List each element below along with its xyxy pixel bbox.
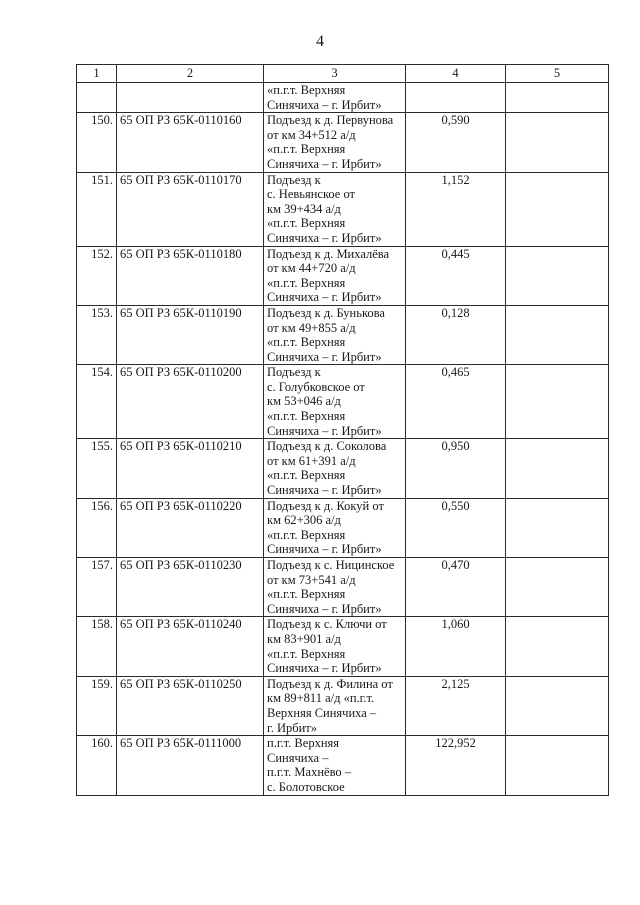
name-line: Подъезд к д. Первунова xyxy=(267,113,394,128)
cell-num: 156. xyxy=(77,498,117,557)
name-line: от км 61+391 а/д xyxy=(267,453,356,468)
cell-code: 65 ОП РЗ 65К-0110210 xyxy=(117,439,264,498)
name-line: Синячиха – г. Ирбит» xyxy=(267,230,382,245)
cell-code xyxy=(117,83,264,113)
cell-note xyxy=(506,83,609,113)
name-line: Подъезд к д. Филина от xyxy=(267,676,393,691)
cell-name xyxy=(264,83,406,113)
column-header-3: 3 xyxy=(264,65,406,83)
name-line: км 53+046 а/д xyxy=(267,394,341,409)
name-line: Подъезд к xyxy=(267,365,321,380)
name-line: Подъезд к xyxy=(267,172,321,187)
cell-length: 0,445 xyxy=(406,246,506,305)
table-row xyxy=(77,558,609,617)
name-line: «п.г.т. Верхняя xyxy=(267,468,346,483)
table-row xyxy=(77,676,609,735)
cell-note xyxy=(506,498,609,557)
name-line: от км 49+855 а/д xyxy=(267,320,356,335)
name-line: Верхняя Синячиха – xyxy=(267,705,377,720)
name-line: км 83+901 а/д xyxy=(267,631,341,646)
cell-length: 1,060 xyxy=(406,617,506,676)
name-line: км 39+434 а/д xyxy=(267,201,341,216)
table-row xyxy=(77,439,609,498)
roads-registry-table xyxy=(76,64,609,796)
name-line: Синячиха – г. Ирбит» xyxy=(267,661,382,676)
name-line: Подъезд к с. Ницинское xyxy=(267,558,395,572)
name-line: Синячиха – г. Ирбит» xyxy=(267,349,382,364)
table-row xyxy=(77,246,609,305)
cell-note xyxy=(506,246,609,305)
name-line: п.г.т. Махнёво – xyxy=(267,765,352,780)
cell-name xyxy=(264,365,406,439)
name-line: «п.г.т. Верхняя xyxy=(267,587,346,602)
cell-num: 154. xyxy=(77,365,117,439)
cell-num: 160. xyxy=(77,736,117,795)
cell-length: 0,550 xyxy=(406,498,506,557)
table-row xyxy=(77,617,609,676)
cell-length: 1,152 xyxy=(406,172,506,246)
column-header-5: 5 xyxy=(506,65,609,83)
cell-code: 65 ОП РЗ 65К-0110200 xyxy=(117,365,264,439)
cell-code: 65 ОП РЗ 65К-0110170 xyxy=(117,172,264,246)
cell-note xyxy=(506,365,609,439)
cell-num: 157. xyxy=(77,558,117,617)
cell-code: 65 ОП РЗ 65К-0111000 xyxy=(117,736,264,795)
cell-num: 155. xyxy=(77,439,117,498)
name-line: «п.г.т. Верхняя xyxy=(267,216,346,231)
table-row xyxy=(77,736,609,795)
name-line: «п.г.т. Верхняя xyxy=(267,646,346,661)
table-row xyxy=(77,172,609,246)
cell-length: 0,590 xyxy=(406,113,506,172)
name-line: от км 44+720 а/д xyxy=(267,261,356,276)
name-line: Синячиха – г. Ирбит» xyxy=(267,97,382,112)
cell-name xyxy=(264,558,406,617)
cell-code: 65 ОП РЗ 65К-0110250 xyxy=(117,676,264,735)
name-line: Синячиха – г. Ирбит» xyxy=(267,601,382,616)
column-header-2: 2 xyxy=(117,65,264,83)
cell-num: 158. xyxy=(77,617,117,676)
page-number: 4 xyxy=(316,33,324,50)
column-header-4: 4 xyxy=(406,65,506,83)
cell-num: 153. xyxy=(77,305,117,364)
name-line: от км 34+512 а/д xyxy=(267,127,356,142)
name-line: г. Ирбит» xyxy=(267,720,318,735)
column-header-1: 1 xyxy=(77,65,117,83)
name-line: км 89+811 а/д «п.г.т. xyxy=(267,691,375,706)
name-line: Подъезд к д. Соколова xyxy=(267,439,387,454)
cell-length: 122,952 xyxy=(406,736,506,795)
name-line: Синячиха – г. Ирбит» xyxy=(267,156,382,171)
name-line: «п.г.т. Верхняя xyxy=(267,409,346,424)
name-line: с. Болотовское xyxy=(267,779,345,794)
table-row xyxy=(77,498,609,557)
name-line: км 62+306 а/д xyxy=(267,513,341,528)
cell-num: 159. xyxy=(77,676,117,735)
name-line: «п.г.т. Верхняя xyxy=(267,335,346,350)
cell-length: 0,470 xyxy=(406,558,506,617)
table-row xyxy=(77,113,609,172)
cell-num xyxy=(77,83,117,113)
cell-code: 65 ОП РЗ 65К-0110230 xyxy=(117,558,264,617)
cell-code: 65 ОП РЗ 65К-0110240 xyxy=(117,617,264,676)
name-line: с. Невьянское от xyxy=(267,187,356,202)
name-line: Синячиха – г. Ирбит» xyxy=(267,423,382,438)
name-line: «п.г.т. Верхняя xyxy=(267,142,346,157)
cell-name xyxy=(264,305,406,364)
name-line: «п.г.т. Верхняя xyxy=(267,83,346,97)
name-line: Подъезд к д. Михалёва xyxy=(267,246,390,261)
name-line: с. Голубковское от xyxy=(267,379,365,394)
cell-name xyxy=(264,246,406,305)
cell-length: 2,125 xyxy=(406,676,506,735)
cell-name xyxy=(264,172,406,246)
cell-code: 65 ОП РЗ 65К-0110180 xyxy=(117,246,264,305)
cell-note xyxy=(506,617,609,676)
name-line: Подъезд к д. Кокуй от xyxy=(267,498,384,513)
cell-length: 0,128 xyxy=(406,305,506,364)
name-line: «п.г.т. Верхняя xyxy=(267,527,346,542)
cell-length: 0,950 xyxy=(406,439,506,498)
cell-length xyxy=(406,83,506,113)
cell-note xyxy=(506,439,609,498)
cell-name xyxy=(264,439,406,498)
cell-note xyxy=(506,676,609,735)
continuation-row xyxy=(77,83,609,113)
name-line: Синячиха – xyxy=(267,750,329,765)
name-line: Синячиха – г. Ирбит» xyxy=(267,290,382,305)
name-line: Подъезд к с. Ключи от xyxy=(267,617,387,632)
cell-note xyxy=(506,736,609,795)
name-line: «п.г.т. Верхняя xyxy=(267,275,346,290)
name-line: Синячиха – г. Ирбит» xyxy=(267,542,382,557)
cell-name xyxy=(264,617,406,676)
table-row xyxy=(77,365,609,439)
cell-num: 152. xyxy=(77,246,117,305)
cell-name xyxy=(264,736,406,795)
cell-note xyxy=(506,113,609,172)
table-header-row xyxy=(77,65,609,83)
cell-num: 150. xyxy=(77,113,117,172)
name-line: п.г.т. Верхняя xyxy=(267,736,340,751)
cell-name xyxy=(264,676,406,735)
cell-note xyxy=(506,305,609,364)
cell-name xyxy=(264,113,406,172)
cell-code: 65 ОП РЗ 65К-0110220 xyxy=(117,498,264,557)
table-row xyxy=(77,305,609,364)
name-line: от км 73+541 а/д xyxy=(267,572,356,587)
name-line: Синячиха – г. Ирбит» xyxy=(267,483,382,498)
cell-length: 0,465 xyxy=(406,365,506,439)
cell-code: 65 ОП РЗ 65К-0110160 xyxy=(117,113,264,172)
cell-note xyxy=(506,558,609,617)
cell-code: 65 ОП РЗ 65К-0110190 xyxy=(117,305,264,364)
cell-name xyxy=(264,498,406,557)
name-line: Подъезд к д. Бунькова xyxy=(267,305,385,320)
cell-num: 151. xyxy=(77,172,117,246)
cell-note xyxy=(506,172,609,246)
